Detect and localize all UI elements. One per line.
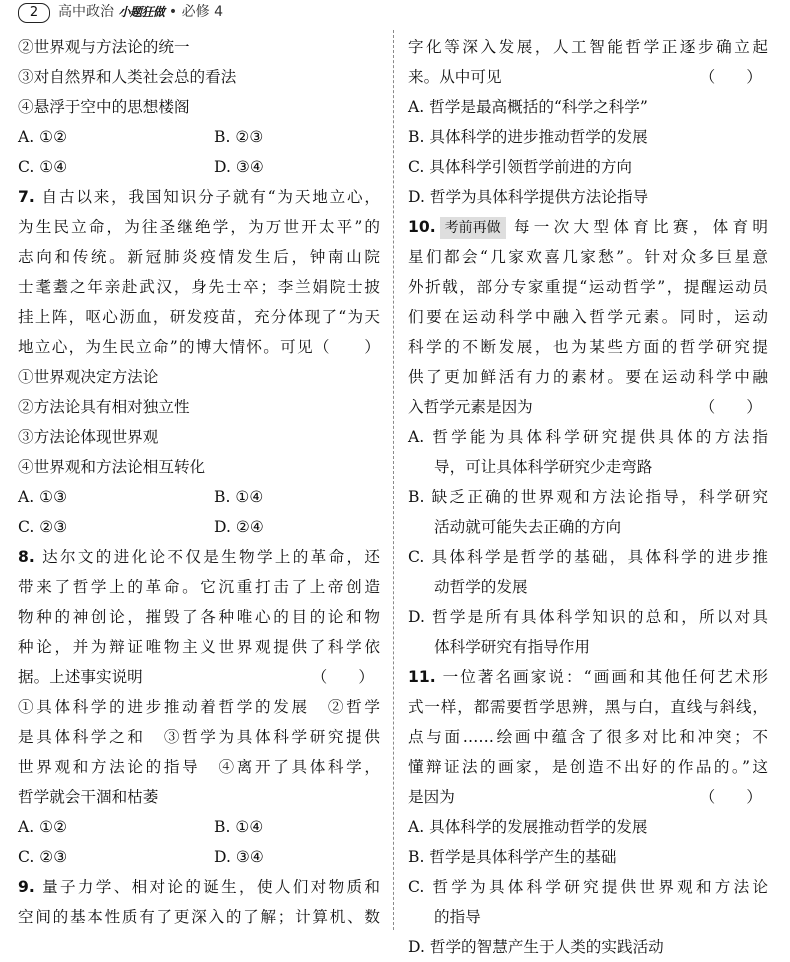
q8-option-c[interactable]: C. ②③ <box>18 848 68 866</box>
column-divider <box>393 30 394 930</box>
q7-option-a[interactable]: A. ①③ <box>18 488 68 506</box>
q10-stem-line-last <box>408 392 768 422</box>
header-title <box>58 3 223 21</box>
q11-stem-text: 一位著名画家说：“画画和其他任何艺术形 <box>442 668 768 686</box>
q8-options-row-2 <box>18 842 380 872</box>
q8-stem-line: 带来了哲学上的革命。它沉重打击了上帝创造 <box>18 578 380 596</box>
q11-option-b[interactable]: B. 哲学是具体科学产生的基础 <box>408 848 617 866</box>
q10-stem-line <box>408 212 768 242</box>
q10-option-a[interactable]: A. 哲学能为具体科学研究提供具体的方法指 <box>408 428 768 446</box>
q10-option-a-cont: 导，可让具体科学研究少走弯路 <box>434 458 653 476</box>
q8-stem-text: 据。上述事实说明 <box>18 668 143 686</box>
q8-items-line: 哲学就会干涸和枯萎 <box>18 788 159 806</box>
q9-number: 9. <box>18 878 35 896</box>
left-column <box>18 32 380 932</box>
q8-stem-line: 种论，并为辩证唯物主义世界观提供了科学依 <box>18 638 380 656</box>
q10-stem-line: 星们都会“几家欢喜几家愁”。针对众多巨星意 <box>408 248 768 266</box>
q7-option-d[interactable]: D. ②④ <box>214 518 264 536</box>
q6-option-a[interactable]: A. ①② <box>18 128 68 146</box>
q7-number: 7. <box>18 188 35 206</box>
q8-option-a[interactable]: A. ①② <box>18 818 68 836</box>
q9-answer-blank[interactable]: （ ） <box>699 68 762 86</box>
q10-answer-blank[interactable]: （ ） <box>699 398 762 416</box>
q9-stem-line: 空间的基本性质有了更深入的了解；计算机、数 <box>18 908 380 926</box>
volume-label: • 必修 4 <box>168 4 223 20</box>
q8-stem-text: 达尔文的进化论不仅是生物学上的革命，还 <box>42 548 380 566</box>
q10-stem-line: 科学的不断发展，也为某些方面的哲学研究提 <box>408 338 768 356</box>
q7-stem-line: 挂上阵，呕心沥血，研发疫苗，充分体现了“为天 <box>18 308 380 326</box>
q8-items-line: 世界观和方法论的指导 ④离开了具体科学， <box>18 758 380 776</box>
q7-stem-line <box>18 182 380 212</box>
q8-answer-blank[interactable]: （ ） <box>311 668 374 686</box>
q7-item: ②方法论具有相对独立性 <box>18 398 190 416</box>
review-tag: 考前再做 <box>440 217 506 239</box>
q10-option-b-cont: 活动就可能失去正确的方向 <box>434 518 622 536</box>
page-number: 2 <box>18 3 50 23</box>
q11-stem-line: 懂辩证法的画家，是创造不出好的作品的。”这 <box>408 758 768 776</box>
q6-option-b[interactable]: B. ②③ <box>214 128 264 146</box>
q10-option-d-cont: 体科学研究有指导作用 <box>434 638 590 656</box>
q9-option-c[interactable]: C. 具体科学引领哲学前进的方向 <box>408 158 633 176</box>
q11-answer-blank[interactable]: （ ） <box>699 788 762 806</box>
q8-items-line: 是具体科学之和 ③哲学为具体科学研究提供 <box>18 728 380 746</box>
q6-item-3: ③对自然界和人类社会总的看法 <box>18 68 237 86</box>
subject-label: 高中政治 <box>58 4 114 20</box>
q6-item-2: ②世界观与方法论的统一 <box>18 38 190 56</box>
q7-stem-text: 自古以来，我国知识分子就有“为天地立心， <box>41 188 380 206</box>
q9-stem-text: 量子力学、相对论的诞生，使人们对物质和 <box>42 878 380 896</box>
q7-stem-line: 地立心，为生民立命”的博大情怀。可见（ ） <box>18 338 380 356</box>
q10-number: 10. <box>408 218 436 236</box>
series-logo: 小题狂做 <box>118 5 165 19</box>
q7-item: ④世界观和方法论相互转化 <box>18 458 206 476</box>
q9-stem-line <box>18 872 380 902</box>
right-column <box>408 32 768 962</box>
q7-item: ①世界观决定方法论 <box>18 368 159 386</box>
q8-stem-line <box>18 542 380 572</box>
q7-options-row-1 <box>18 482 380 512</box>
q7-stem-line: 志向和传统。新冠肺炎疫情发生后，钟南山院 <box>18 248 380 266</box>
q6-item-4: ④悬浮于空中的思想楼阁 <box>18 98 190 116</box>
q11-stem-line: 点与面……绘画中蕴含了很多对比和冲突；不 <box>408 728 768 746</box>
q11-stem-line <box>408 662 768 692</box>
q7-option-c[interactable]: C. ②③ <box>18 518 68 536</box>
q8-items-line: ①具体科学的进步推动着哲学的发展 ②哲学 <box>18 698 380 716</box>
q11-option-c[interactable]: C. 哲学为具体科学研究提供世界观和方法论 <box>408 878 768 896</box>
q10-stem-text: 每一次大型体育比赛，体育明 <box>509 218 768 236</box>
q8-option-b[interactable]: B. ①④ <box>214 818 264 836</box>
q10-option-b[interactable]: B. 缺乏正确的世界观和方法论指导，科学研究 <box>408 488 768 506</box>
q11-option-d[interactable]: D. 哲学的智慧产生于人类的实践活动 <box>408 938 664 956</box>
page-header <box>0 0 790 26</box>
q7-stem-line: 为生民立命，为往圣继绝学，为万世开太平”的 <box>18 218 380 236</box>
q6-options-row-1 <box>18 122 380 152</box>
q11-option-c-cont: 的指导 <box>434 908 481 926</box>
q10-option-d[interactable]: D. 哲学是所有具体科学知识的总和，所以对具 <box>408 608 768 626</box>
q6-option-c[interactable]: C. ①④ <box>18 158 68 176</box>
q7-item: ③方法论体现世界观 <box>18 428 159 446</box>
q10-option-c-cont: 动哲学的发展 <box>434 578 528 596</box>
q8-stem-line-last <box>18 662 380 692</box>
q11-stem-line: 式一样，都需要哲学思辨，黑与白，直线与斜线， <box>408 698 768 716</box>
q10-stem-line: 外折戟，部分专家重提“运动哲学”，提醒运动员 <box>408 278 768 296</box>
q8-stem-line: 物种的神创论，摧毁了各种唯心的目的论和物 <box>18 608 380 626</box>
q8-options-row-1 <box>18 812 380 842</box>
q11-option-a[interactable]: A. 具体科学的发展推动哲学的发展 <box>408 818 648 836</box>
q9-option-a[interactable]: A. 哲学是最高概括的“科学之科学” <box>408 98 648 116</box>
q7-options-row-2 <box>18 512 380 542</box>
q6-options-row-2 <box>18 152 380 182</box>
q10-stem-line: 们要在运动科学中融入哲学元素。同时，运动 <box>408 308 768 326</box>
q7-stem-line: 士耄耋之年亲赴武汉，身先士卒；李兰娟院士披 <box>18 278 380 296</box>
q10-stem-text: 入哲学元素是因为 <box>408 398 533 416</box>
q8-option-d[interactable]: D. ③④ <box>214 848 264 866</box>
q7-option-b[interactable]: B. ①④ <box>214 488 264 506</box>
q9-option-d[interactable]: D. 哲学为具体科学提供方法论指导 <box>408 188 649 206</box>
q8-number: 8. <box>18 548 35 566</box>
q11-stem-line-last <box>408 782 768 812</box>
q11-stem-text: 是因为 <box>408 788 455 806</box>
q9-stem-text: 来。从中可见 <box>408 68 502 86</box>
q9-stem-line-last <box>408 62 768 92</box>
q9-option-b[interactable]: B. 具体科学的进步推动哲学的发展 <box>408 128 648 146</box>
q6-option-d[interactable]: D. ③④ <box>214 158 264 176</box>
q11-number: 11. <box>408 668 436 686</box>
q9-stem-line: 字化等深入发展，人工智能哲学正逐步确立起 <box>408 38 768 56</box>
q10-option-c[interactable]: C. 具体科学是哲学的基础，具体科学的进步推 <box>408 548 768 566</box>
q10-stem-line: 供了更加鲜活有力的素材。要在运动科学中融 <box>408 368 768 386</box>
